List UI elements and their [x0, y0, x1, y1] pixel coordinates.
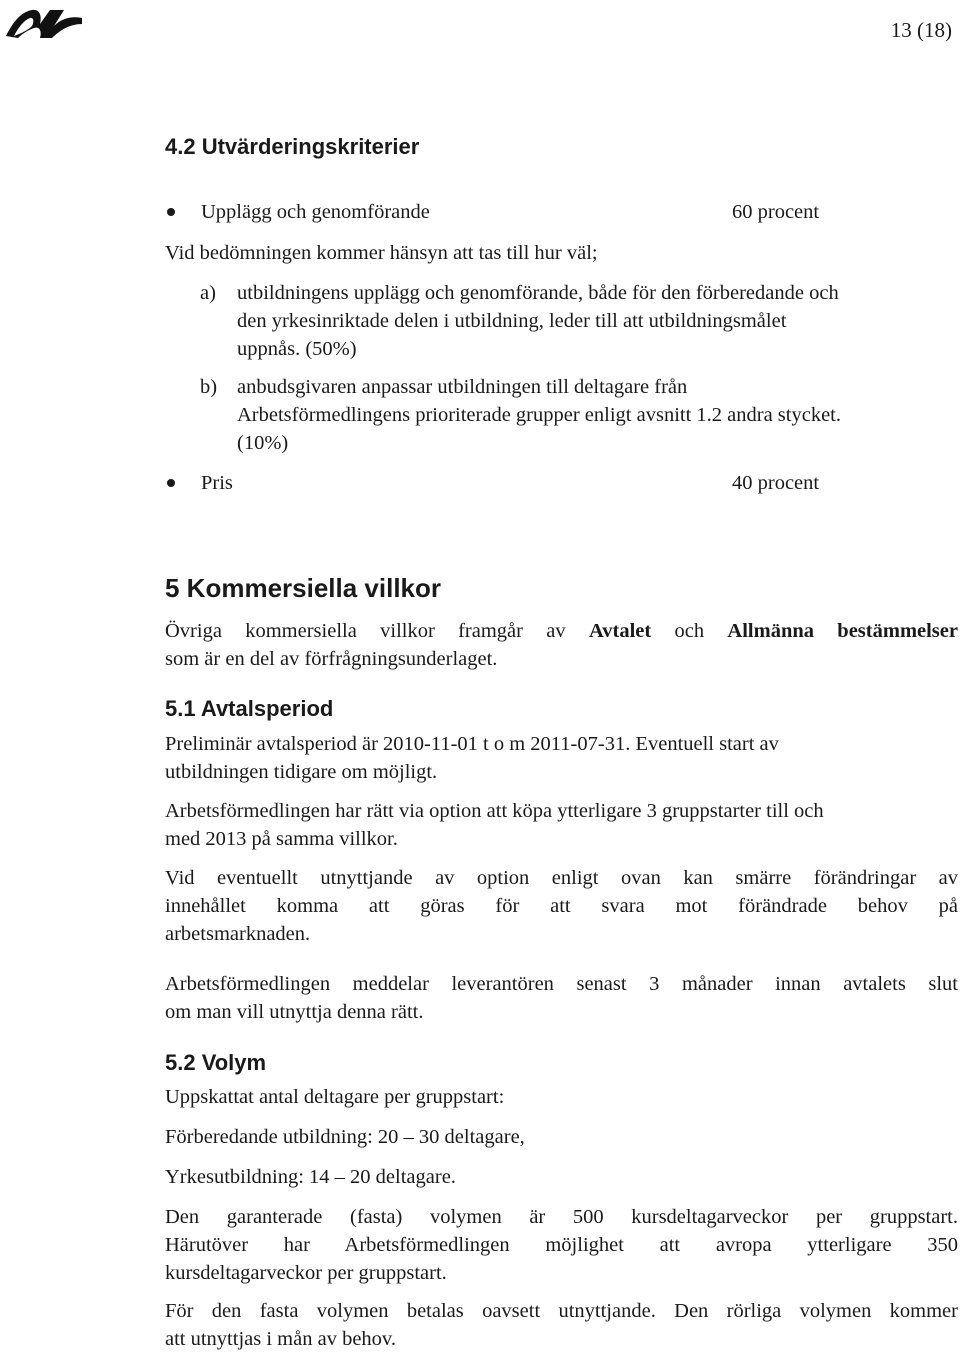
- paragraph-kommersiella: [165, 617, 958, 673]
- text-line: utbildningens upplägg och genomförande, både för den förberedande och: [237, 282, 839, 304]
- list-item-text: [237, 373, 957, 457]
- paragraph-uppskattat: Uppskattat antal deltagare per gruppstart:: [165, 1086, 505, 1108]
- text-line: Vid eventuellt utnyttjande av option enligt ovan kan smärre förändringar av: [165, 867, 958, 889]
- text-line: som är en del av förfrågningsunderlaget.: [165, 648, 498, 670]
- bullet-percent: 60 procent: [732, 201, 820, 223]
- text-line: Arbetsförmedlingen meddelar leverantören senast 3 månader innan avtalets slut: [165, 973, 958, 995]
- text-line: Arbetsförmedlingens prioriterade grupper enligt avsnitt 1.2 andra stycket.: [237, 404, 841, 426]
- text-line: arbetsmarknaden.: [165, 923, 311, 945]
- text-line: Arbetsförmedlingen har rätt via option att köpa ytterligare 3 gruppstarter till och: [165, 800, 824, 822]
- text-line: Övriga kommersiella villkor framgår av Avtalet och Allmänna bestämmelser: [165, 620, 958, 642]
- paragraph-yrkesutbildning: Yrkesutbildning: 14 – 20 deltagare.: [165, 1166, 456, 1188]
- list-marker: b): [200, 376, 218, 398]
- text-line: utbildningen tidigare om möjligt.: [165, 761, 438, 783]
- paragraph-garanterade-volym: [165, 1203, 958, 1287]
- paragraph-meddelar: [165, 970, 958, 1026]
- section-heading-4-2: 4.2 Utvärderingskriterier: [165, 134, 420, 159]
- text-line: För den fasta volymen betalas oavsett utnyttjande. Den rörliga volymen kommer: [165, 1300, 958, 1322]
- text-line: (10%): [237, 432, 289, 454]
- text-line: Den garanterade (fasta) volymen är 500 kursdeltagarveckor per gruppstart.: [165, 1206, 958, 1228]
- section-heading-5: 5 Kommersiella villkor: [165, 573, 442, 603]
- list-item-text: [237, 279, 957, 363]
- text-line: den yrkesinriktade delen i utbildning, leder till att utbildningsmålet: [237, 310, 787, 332]
- bullet-label: Pris: [201, 472, 233, 494]
- text-line: uppnås. (50%): [237, 338, 357, 360]
- bullet-percent: 40 procent: [732, 472, 820, 494]
- page-number: 13 (18): [890, 18, 952, 42]
- text-line: med 2013 på samma villkor.: [165, 828, 398, 850]
- bullet-icon: [167, 208, 175, 216]
- section-heading-5-2: 5.2 Volym: [165, 1050, 267, 1075]
- paragraph-option: [165, 797, 958, 853]
- list-marker: a): [200, 282, 216, 304]
- paragraph-avtalsperiod: [165, 730, 958, 786]
- text-line: Härutöver har Arbetsförmedlingen möjlighet att avropa ytterligare 350: [165, 1234, 958, 1256]
- paragraph-fasta-volym: [165, 1297, 958, 1353]
- text-line: om man vill utnyttja denna rätt.: [165, 1001, 424, 1023]
- list-item-b: [200, 373, 960, 457]
- bold-term-allmanna-bestammelser: Allmänna bestämmelser: [727, 620, 958, 642]
- paragraph-intro: Vid bedömningen kommer hänsyn att tas till hur väl;: [165, 242, 598, 264]
- text-line: kursdeltagarveckor per gruppstart.: [165, 1262, 447, 1284]
- text-line: anbudsgivaren anpassar utbildningen till deltagare från: [237, 376, 688, 398]
- section-heading-5-1: 5.1 Avtalsperiod: [165, 696, 334, 721]
- text-line: Preliminär avtalsperiod är 2010-11-01 t o m 2011-07-31. Eventuell start av: [165, 733, 779, 755]
- bold-term-avtalet: Avtalet: [588, 620, 652, 642]
- paragraph-forandringar: [165, 864, 958, 948]
- text-line: innehållet komma att göras för att svara mot förändrade behov på: [165, 895, 958, 917]
- organization-logo-icon: [6, 6, 82, 40]
- bullet-label: Upplägg och genomförande: [201, 201, 430, 223]
- paragraph-forberedande: Förberedande utbildning: 20 – 30 deltagare,: [165, 1126, 525, 1148]
- bullet-icon: [167, 479, 175, 487]
- list-item-a: [200, 279, 960, 363]
- text-line: att utnyttjas i mån av behov.: [165, 1328, 396, 1350]
